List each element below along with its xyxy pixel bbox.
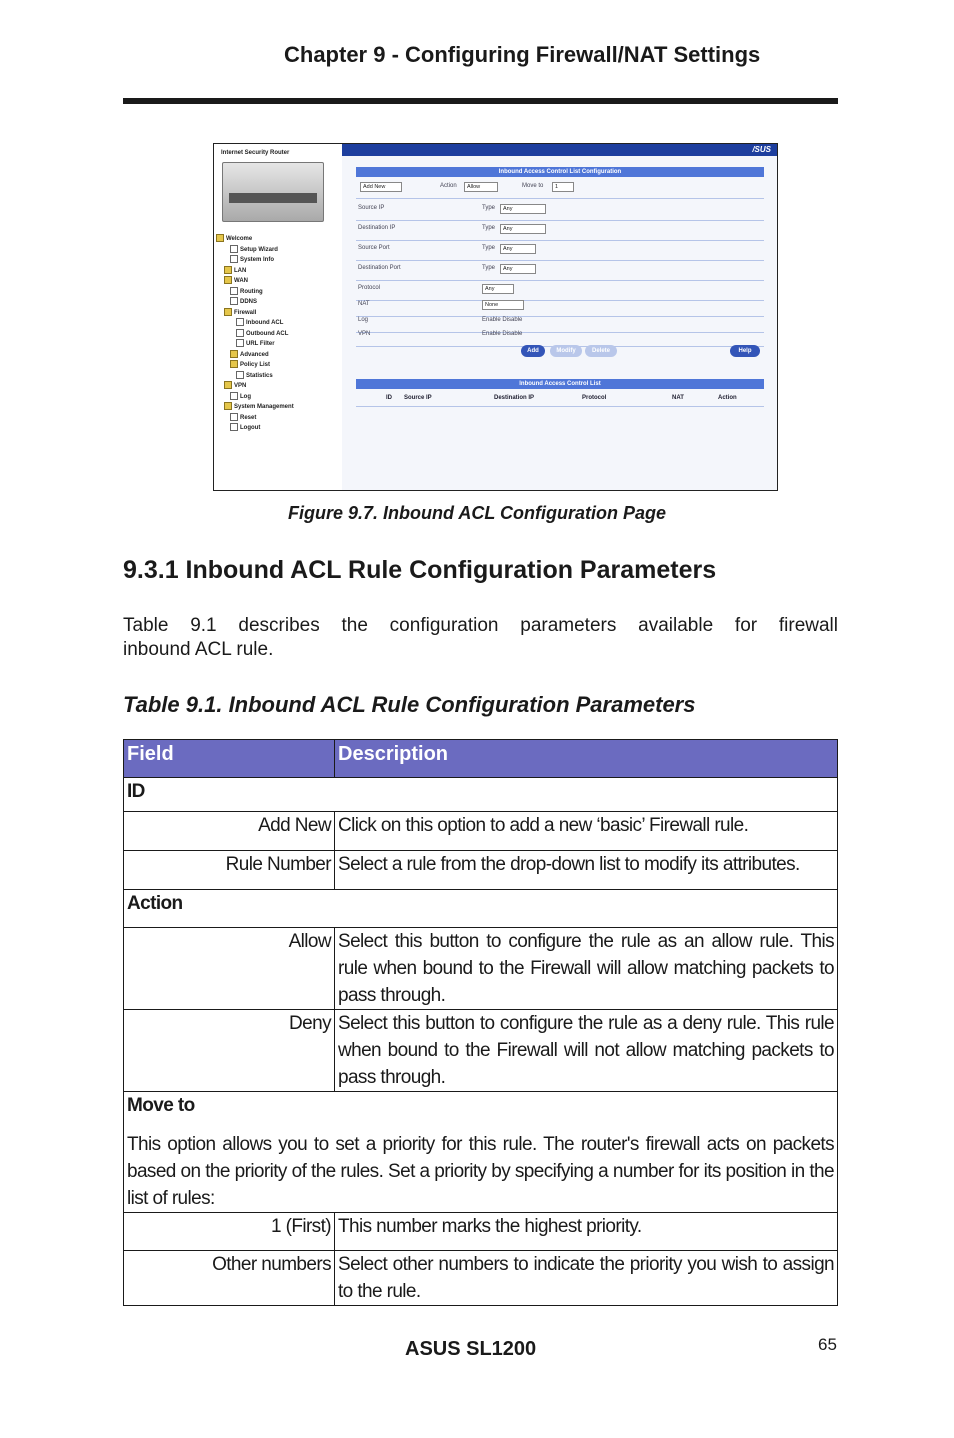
nav-tree xyxy=(216,234,294,434)
group-row xyxy=(124,1092,838,1213)
field-label: Protocol xyxy=(358,285,381,291)
list-header: Inbound Access Control List xyxy=(356,379,764,389)
type-select[interactable]: Any xyxy=(500,244,536,254)
tree-item[interactable] xyxy=(216,297,294,308)
log-radio[interactable]: Enable Disable xyxy=(482,317,523,323)
tree-item[interactable] xyxy=(216,234,294,245)
parameters-table xyxy=(123,739,838,1306)
desc-cell: Select this button to configure the rule as an allow rule. This rule when bound to the Firewall will allow matching packets to pass through. xyxy=(335,928,838,1010)
page-number: 65 xyxy=(818,1335,837,1354)
folder-icon xyxy=(224,402,232,410)
table-row xyxy=(124,1213,838,1251)
list-columns xyxy=(356,392,764,407)
desc-cell: This number marks the highest priority. xyxy=(335,1213,838,1251)
type-select[interactable]: Any xyxy=(500,224,546,234)
tree-label: Advanced xyxy=(240,351,269,358)
folder-icon xyxy=(224,381,232,389)
tree-item[interactable] xyxy=(216,381,294,392)
table-header-row xyxy=(124,740,838,778)
modify-button[interactable]: Modify xyxy=(550,345,582,357)
tree-label: Logout xyxy=(240,425,261,431)
tree-label: DDNS xyxy=(240,299,258,305)
asus-logo: /SUS xyxy=(752,145,771,154)
group-action: Action xyxy=(124,890,838,928)
page-icon xyxy=(236,339,244,347)
field-label: Destination Port xyxy=(358,265,401,271)
add-button[interactable]: Add xyxy=(521,345,545,357)
nat-select[interactable]: None xyxy=(482,300,524,310)
group-row xyxy=(124,778,838,812)
page-icon xyxy=(230,413,238,421)
type-select[interactable]: Any xyxy=(500,264,536,274)
page-icon xyxy=(230,392,238,400)
field-row xyxy=(356,326,764,347)
table-row xyxy=(124,851,838,890)
tree-label: Log xyxy=(240,393,251,400)
tree-item[interactable] xyxy=(216,308,294,319)
tree-label: Welcome xyxy=(226,236,253,242)
delete-button[interactable]: Delete xyxy=(585,345,617,357)
folder-icon xyxy=(224,308,232,316)
tree-label: Outbound ACL xyxy=(246,330,289,337)
page-icon xyxy=(236,329,244,337)
tree-label: Reset xyxy=(240,414,257,421)
tree-label: Routing xyxy=(240,288,263,295)
footer-product: ASUS SL1200 xyxy=(405,1338,537,1360)
tree-item[interactable] xyxy=(216,413,294,424)
field-row xyxy=(356,200,764,221)
folder-icon xyxy=(224,276,232,284)
field-cell: Add New xyxy=(124,812,335,851)
col-id: ID xyxy=(386,395,392,401)
tree-item[interactable] xyxy=(216,423,294,434)
page-icon xyxy=(230,423,238,431)
folder-icon xyxy=(224,266,232,274)
figure-top-bar xyxy=(342,144,777,156)
table-row xyxy=(124,1010,838,1092)
move-to-description: This option allows you to set a priority for this rule. The router's firewall acts on packets based on the priority of the rules. Set a priority by specifying a number for its position in the list of rules: xyxy=(127,1134,834,1209)
tree-item[interactable] xyxy=(216,329,294,340)
desc-cell: Select other numbers to indicate the priority you wish to assign to the rule. xyxy=(335,1251,838,1306)
tree-label: Setup Wizard xyxy=(240,246,278,253)
tree-label: Firewall xyxy=(234,309,257,316)
figure-config-panel xyxy=(342,144,777,490)
type-label: Type xyxy=(482,205,496,211)
tree-label: Inbound ACL xyxy=(246,320,284,326)
type-label: Type xyxy=(482,265,496,271)
page-icon xyxy=(230,245,238,253)
tree-item[interactable] xyxy=(216,350,294,361)
group-move-to xyxy=(124,1092,838,1213)
help-button[interactable]: Help xyxy=(730,345,760,357)
tree-label: URL Filter xyxy=(246,341,275,347)
type-label: Type xyxy=(482,245,496,251)
moveto-label: Move to xyxy=(522,183,544,189)
table-row xyxy=(124,928,838,1010)
tree-item[interactable] xyxy=(216,245,294,256)
page-icon xyxy=(236,318,244,326)
tree-item[interactable] xyxy=(216,266,294,277)
tree-item[interactable] xyxy=(216,255,294,266)
field-label: Source IP xyxy=(358,205,385,211)
desc-cell: Select this button to configure the rule as a deny rule. This rule when bound to the Firewall will not allow matching packets to pass through. xyxy=(335,1010,838,1092)
action-label: Action xyxy=(440,183,457,189)
folder-icon xyxy=(230,360,238,368)
tree-label: System Info xyxy=(240,257,275,263)
tree-item[interactable] xyxy=(216,318,294,329)
tree-item[interactable] xyxy=(216,392,294,403)
intro-line-2: inbound ACL rule. xyxy=(123,639,274,660)
table-caption: Table 9.1. Inbound ACL Rule Configuration Parameters xyxy=(123,692,696,717)
field-label: NAT xyxy=(358,301,370,307)
field-cell: Other numbers xyxy=(124,1251,335,1306)
moveto-select[interactable]: 1 xyxy=(552,182,574,192)
tree-label: Policy List xyxy=(240,362,271,368)
move-to-title: Move to xyxy=(127,1095,195,1116)
col-action: Action xyxy=(718,395,737,401)
tree-label: VPN xyxy=(234,383,247,389)
field-label: VPN xyxy=(358,331,371,337)
router-title: Internet Security Router xyxy=(221,150,290,156)
tree-item[interactable] xyxy=(216,371,294,382)
figure-screenshot xyxy=(213,143,778,491)
field-cell: Rule Number xyxy=(124,851,335,890)
tree-item[interactable] xyxy=(216,276,294,287)
tree-label: Statistics xyxy=(246,372,273,379)
page-icon xyxy=(236,371,244,379)
tree-item[interactable] xyxy=(216,339,294,350)
type-label: Type xyxy=(482,225,496,231)
figure-sidebar xyxy=(214,144,342,490)
tree-label: System Management xyxy=(234,404,294,410)
col-source-ip: Source IP xyxy=(404,395,432,401)
folder-icon xyxy=(216,234,224,242)
chapter-title: Chapter 9 - Configuring Firewall/NAT Settings xyxy=(284,42,761,67)
field-row xyxy=(356,260,764,281)
field-row xyxy=(356,240,764,261)
tree-item[interactable] xyxy=(216,402,294,413)
intro-line-1: Table 9.1 describes the configuration parameters available for firewall xyxy=(123,615,838,636)
header-field: Field xyxy=(124,740,335,778)
page-icon xyxy=(230,297,238,305)
desc-cell: Click on this option to add a new ‘basic’ Firewall rule. xyxy=(335,812,838,851)
table-row xyxy=(124,812,838,851)
field-cell: Allow xyxy=(124,928,335,1010)
id-action-row xyxy=(356,178,764,199)
type-select[interactable]: Any xyxy=(500,204,546,214)
field-cell: Deny xyxy=(124,1010,335,1092)
figure-caption: Figure 9.7. Inbound ACL Configuration Page xyxy=(288,503,666,523)
page-icon xyxy=(230,255,238,263)
col-destination-ip: Destination IP xyxy=(494,395,535,401)
group-row xyxy=(124,890,838,928)
col-protocol: Protocol xyxy=(582,395,607,401)
group-id: ID xyxy=(124,778,838,812)
folder-icon xyxy=(230,350,238,358)
table-row xyxy=(124,1251,838,1306)
page-icon xyxy=(230,287,238,295)
tree-item[interactable] xyxy=(216,287,294,298)
header-rule xyxy=(123,98,838,104)
field-cell: 1 (First) xyxy=(124,1213,335,1251)
tree-label: LAN xyxy=(234,267,247,274)
desc-cell: Select a rule from the drop-down list to modify its attributes. xyxy=(335,851,838,890)
field-row xyxy=(356,220,764,241)
protocol-select[interactable]: Any xyxy=(482,284,514,294)
field-label: Destination IP xyxy=(358,225,396,231)
router-device-image xyxy=(222,162,324,222)
action-select[interactable]: Allow xyxy=(464,182,498,192)
vpn-radio[interactable]: Enable Disable xyxy=(482,331,523,337)
header-description: Description xyxy=(335,740,838,778)
tree-label: WAN xyxy=(234,278,248,284)
tree-item[interactable] xyxy=(216,360,294,371)
section-title: 9.3.1 Inbound ACL Rule Configuration Parameters xyxy=(123,556,717,584)
id-select[interactable]: Add New xyxy=(360,182,402,192)
col-nat: NAT xyxy=(672,395,684,401)
field-label: Log xyxy=(358,317,369,323)
config-header: Inbound Access Control List Configuration xyxy=(356,167,764,177)
field-label: Source Port xyxy=(358,245,390,251)
